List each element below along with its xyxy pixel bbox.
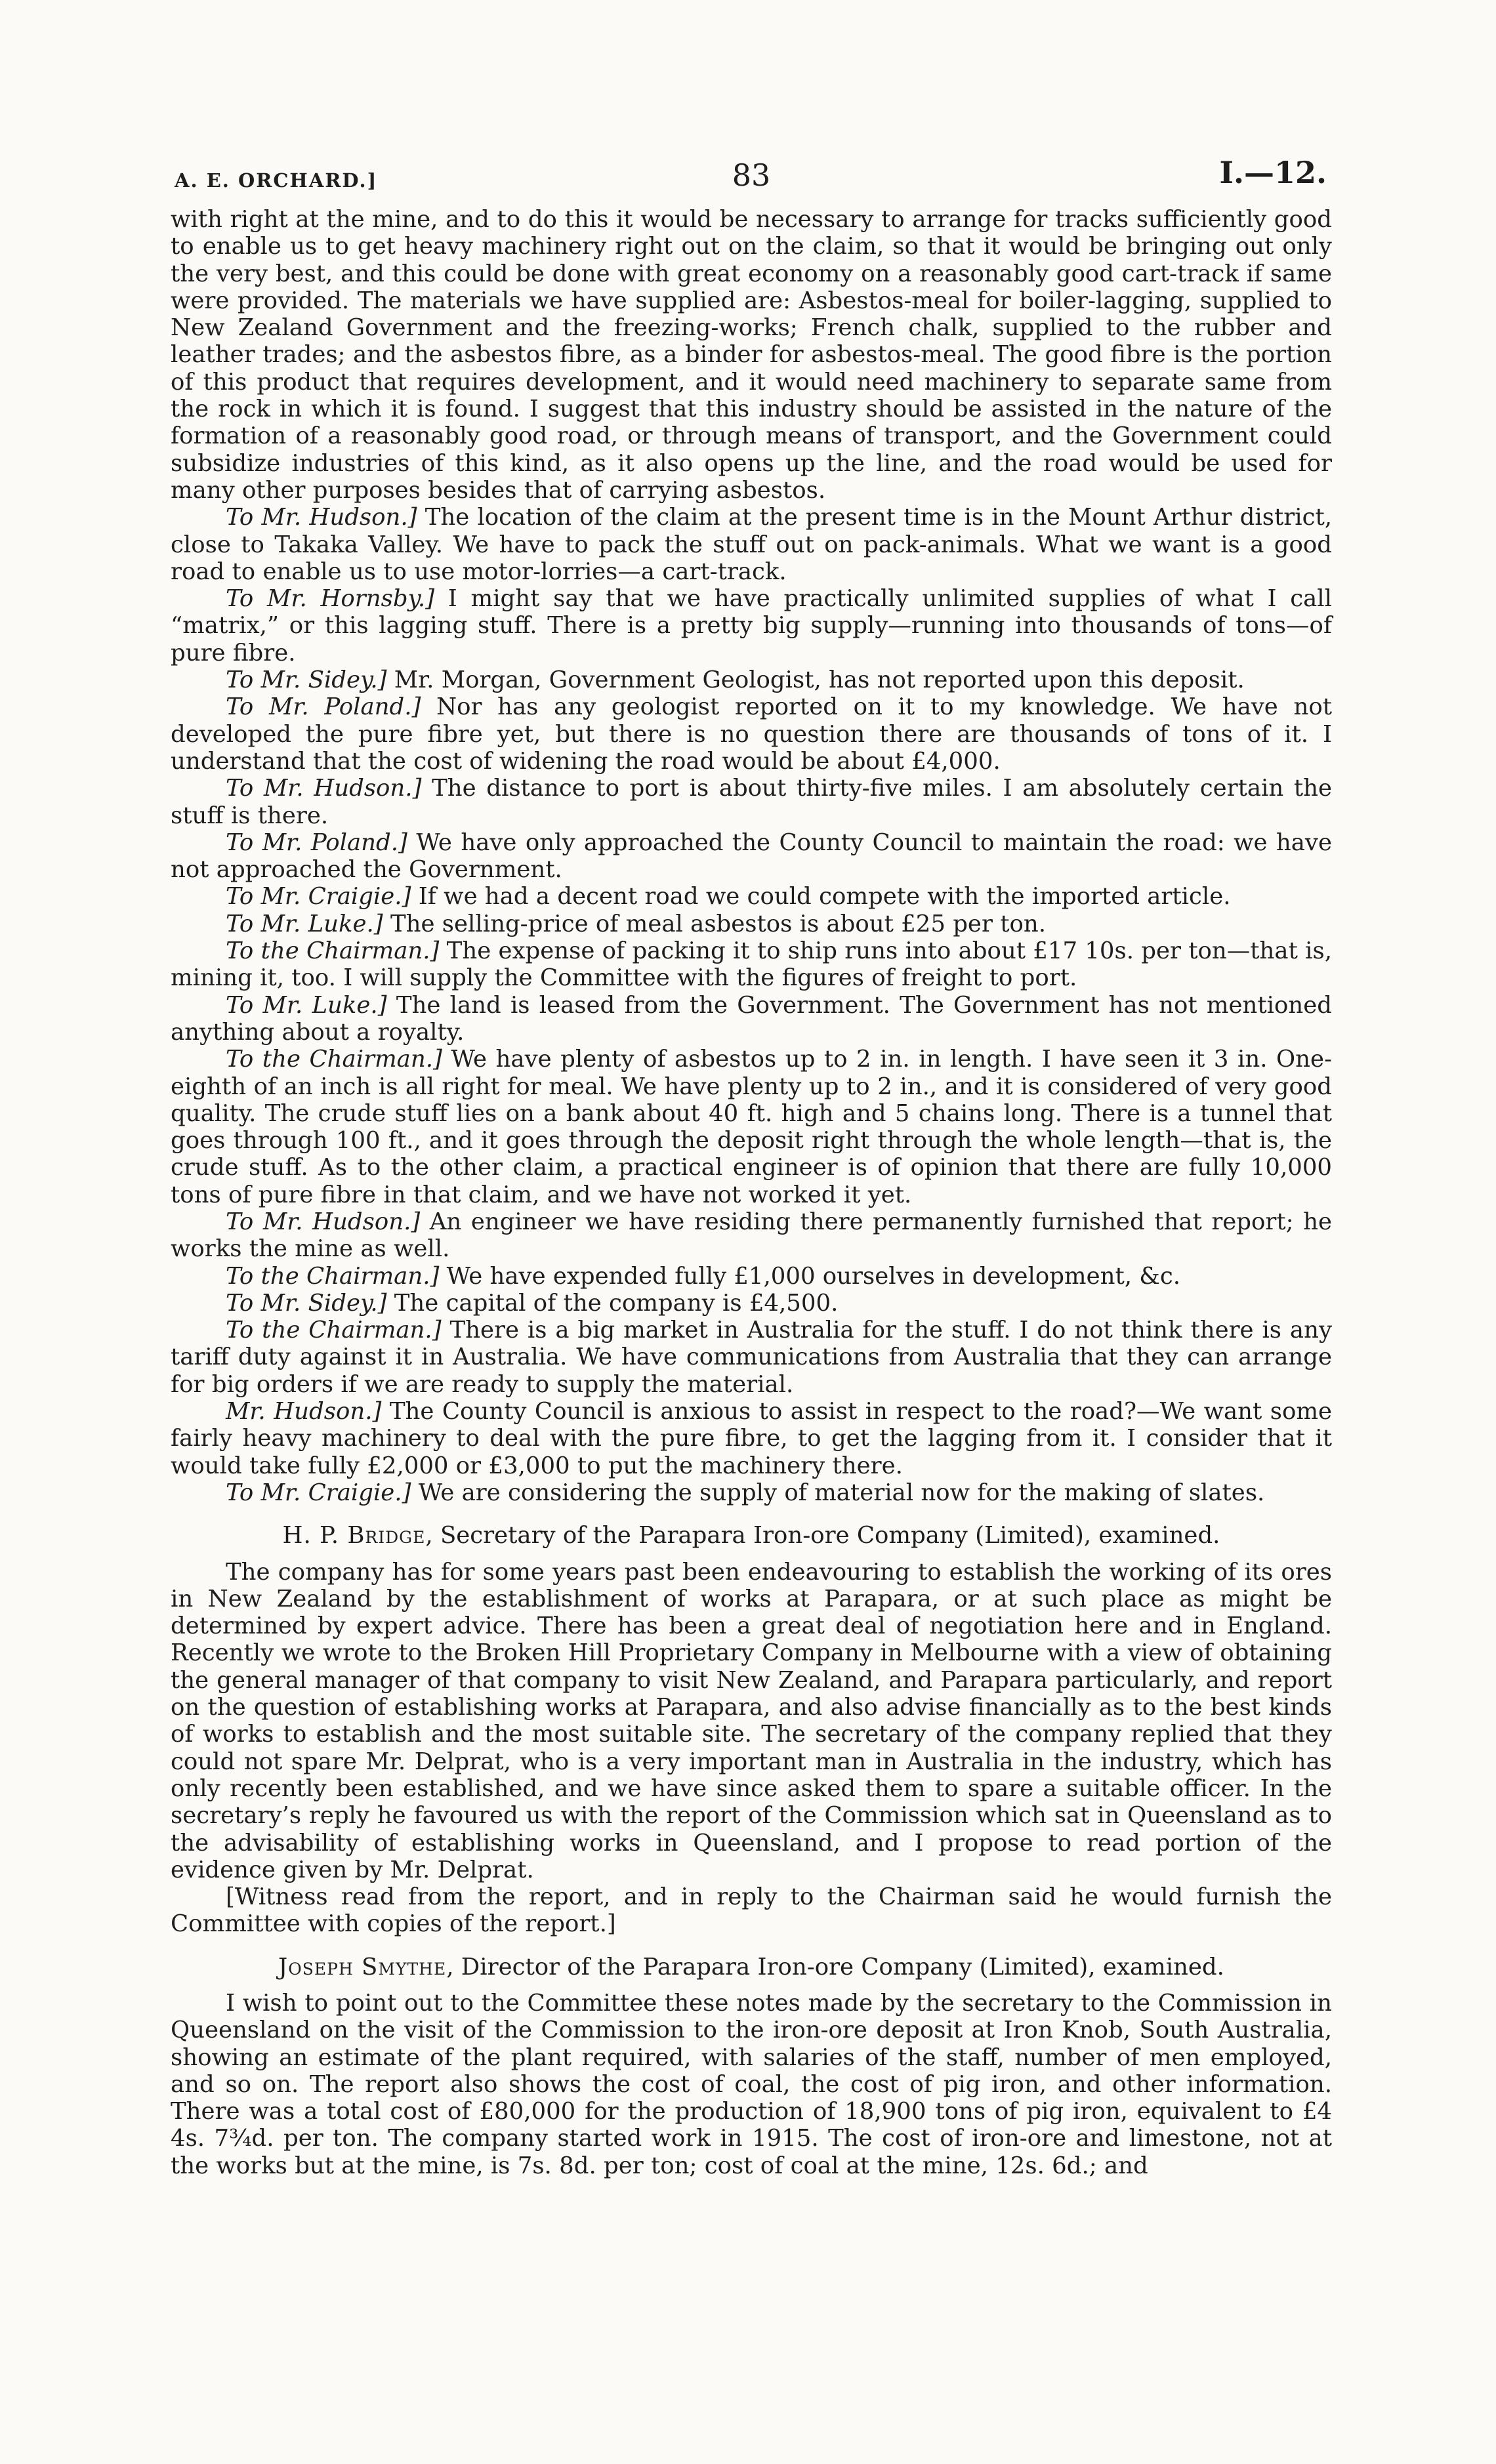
qa-paragraph: [171, 1263, 1332, 1290]
qa-paragraph: [171, 1290, 1332, 1317]
qa-paragraph: [171, 1317, 1332, 1398]
paragraph: I wish to point out to the Committee these notes made by the secretary to the Commission in Queensland on the visit of the Commission to the iron-ore deposit at Iron Knob, South Australia, showing an estimate of the plant required, with salaries of the staff, number of men employed, and so on. The report also shows the cost of coal, the cost of pig iron, and other information. There was a total cost of £80,000 for the production of 18,900 tons of pig iron, equivalent to £4 4s. 7¾d. per ton. The company started work in 1915. The cost of iron-ore and limestone, not at the works but at the mine, is 7s. 8d. per ton; cost of coal at the mine, 12s. 6d.; and: [171, 1990, 1332, 2179]
page-number: 83: [732, 157, 771, 193]
answer-text: The selling-price of meal asbestos is about £25 per ton.: [383, 910, 1046, 937]
speaker: To Mr. Poland.]: [226, 829, 407, 856]
document-page: [171, 155, 1332, 2179]
speaker: To Mr. Hornsby.]: [226, 585, 435, 613]
speaker: To Mr. Sidey.]: [226, 667, 387, 694]
answer-text: Mr. Morgan, Government Geologist, has not reported upon this deposit.: [386, 667, 1245, 694]
speaker: To Mr. Craigie.]: [226, 883, 411, 911]
answer-text: Nor has any geologist reported on it to my knowledge. We have not developed the pure fibre yet, but there is no question there are thousands of tons of it. I understand that the cost of widening the road would be about £4,000.: [171, 693, 1332, 775]
answer-text: We have expended fully £1,000 ourselves in development, &c.: [439, 1262, 1181, 1290]
speaker: To Mr. Hudson.]: [226, 1208, 421, 1235]
answer-text: The land is leased from the Government. The Government has not mentioned anything about a royalty.: [171, 991, 1332, 1046]
document-reference: I.—12.: [1219, 155, 1327, 190]
witness-name: Joseph Smythe: [278, 1953, 447, 1981]
answer-text: We have only approached the County Council to maintain the road: we have not approached the Government.: [171, 829, 1332, 884]
answer-text: The capital of the company is £4,500.: [386, 1289, 839, 1317]
speaker: To Mr. Hudson.]: [226, 504, 417, 531]
answer-text: An engineer we have residing there permanently furnished that report; he works the mine as well.: [171, 1208, 1333, 1263]
bracketed-note: [Witness read from the report, and in reply to the Chairman said he would furnish the Committee with copies of the report.]: [171, 1883, 1332, 1938]
answer-text: The expense of packing it to ship runs into about £17 10s. per ton—that is, mining it, too. I will supply the Committee with the figures of freight to port.: [171, 937, 1333, 992]
answer-text: If we had a decent road we could compete with the imported article.: [411, 883, 1231, 911]
qa-paragraph: [171, 992, 1332, 1046]
answer-text: The County Council is anxious to assist in respect to the road?—We want some fairly heavy machinery to deal with the pure fibre, to get the lagging from it. I consider that it would take fully £2,000 or £3,000 to put the machinery there.: [171, 1398, 1332, 1479]
page-body: [171, 206, 1332, 2179]
speaker: To Mr. Luke.]: [226, 910, 383, 937]
page-header: [171, 155, 1332, 201]
speaker: To Mr. Sidey.]: [226, 1289, 387, 1317]
header-witness-name: A. E. ORCHARD.]: [175, 169, 378, 192]
qa-paragraph: [171, 883, 1332, 910]
speaker: To Mr. Poland.]: [226, 693, 421, 721]
qa-paragraph: [171, 1479, 1332, 1506]
witness-name: H. P. Bridge: [282, 1522, 426, 1550]
qa-paragraph: [171, 667, 1332, 693]
qa-paragraph: [171, 1398, 1332, 1479]
answer-text: The location of the claim at the present time is in the Mount Arthur district, close to Takaka Valley. We have to pack the stuff out on pack-animals. What we want is a good road to enable us to use motor-lorries—a cart-track.: [171, 504, 1333, 585]
answer-text: We are considering the supply of material now for the making of slates.: [411, 1479, 1265, 1506]
speaker: To Mr. Luke.]: [226, 991, 387, 1019]
witness-heading: [171, 1522, 1332, 1549]
witness-title: , Director of the Parapara Iron-ore Company (Limited), examined.: [446, 1953, 1224, 1981]
answer-text: There is a big market in Australia for the stuff. I do not think there is any tariff duty against it in Australia. We have communications from Australia that they can arrange for big orders if we are ready to supply the material.: [171, 1317, 1332, 1398]
paragraph: with right at the mine, and to do this it would be necessary to arrange for tracks sufficiently good to enable us to get heavy machinery right out on the claim, so that it would be bringing out only the very best, and this could be done with great economy on a reasonably good cart-track if same were provided. The materials we have supplied are: Asbestos-meal for boiler-lagging, supplied to New Zealand Government and the freezing-works; French chalk, supplied to the rubber and leather trades; and the asbestos fibre, as a binder for asbestos-meal. The good fibre is the portion of this product that requires development, and it would need machinery to separate same from the rock in which it is found. I suggest that this industry should be assisted in the nature of the formation of a reasonably good road, or through means of transport, and the Government could subsidize industries of this kind, as it also opens up the line, and the road would be used for many other purposes besides that of carrying asbestos.: [171, 206, 1332, 504]
speaker: To the Chairman.]: [226, 1046, 442, 1073]
answer-text: The distance to port is about thirty-five miles. I am absolutely certain the stuff is there.: [171, 775, 1332, 829]
qa-paragraph: [171, 585, 1332, 667]
qa-paragraph: [171, 775, 1332, 829]
witness-heading: [171, 1954, 1332, 1981]
speaker: To the Chairman.]: [226, 1262, 440, 1290]
qa-paragraph: [171, 1208, 1332, 1263]
witness-title: , Secretary of the Parapara Iron-ore Company (Limited), examined.: [425, 1522, 1220, 1550]
paragraph: The company has for some years past been endeavouring to establish the working of its ores in New Zealand by the establishment of works at Parapara, or at such place as might be determined by expert advice. There has been a great deal of negotiation here and in England. Recently we wrote to the Broken Hill Proprietary Company in Melbourne with a view of obtaining the general manager of that company to visit New Zealand, and Parapara particularly, and report on the question of establishing works at Parapara, and also advise financially as to the best kinds of works to establish and the most suitable site. The secretary of the company replied that they could not spare Mr. Delprat, who is a very important man in Australia in the industry, which has only recently been established, and we have since asked them to spare a suitable officer. In the secretary’s reply he favoured us with the report of the Commission which sat in Queensland as to the advisability of establishing works in Queensland, and I propose to read portion of the evidence given by Mr. Delprat.: [171, 1558, 1332, 1883]
qa-paragraph: [171, 829, 1332, 884]
answer-text: We have plenty of asbestos up to 2 in. in length. I have seen it 3 in. One-eighth of an inch is all right for meal. We have plenty up to 2 in., and it is considered of very good quality. The crude stuff lies on a bank about 40 ft. high and 5 chains long. There is a tunnel that goes through 100 ft., and it goes through the deposit right through the whole length—that is, the crude stuff. As to the other claim, a practical engineer is of opinion that there are fully 10,000 tons of pure fibre in that claim, and we have not worked it yet.: [171, 1046, 1332, 1208]
qa-paragraph: [171, 504, 1332, 585]
speaker: To Mr. Hudson.]: [226, 775, 422, 802]
qa-paragraph: [171, 911, 1332, 937]
answer-text: I might say that we have practically unlimited supplies of what I call “matrix,” or this lagging stuff. There is a pretty big supply—running into thousands of tons—of pure fibre.: [171, 585, 1332, 667]
qa-paragraph: [171, 937, 1332, 992]
speaker: Mr. Hudson.]: [226, 1398, 382, 1426]
speaker: To Mr. Craigie.]: [226, 1479, 411, 1506]
speaker: To the Chairman.]: [226, 937, 440, 965]
qa-paragraph: [171, 1046, 1332, 1208]
qa-paragraph: [171, 693, 1332, 775]
speaker: To the Chairman.]: [226, 1317, 442, 1344]
